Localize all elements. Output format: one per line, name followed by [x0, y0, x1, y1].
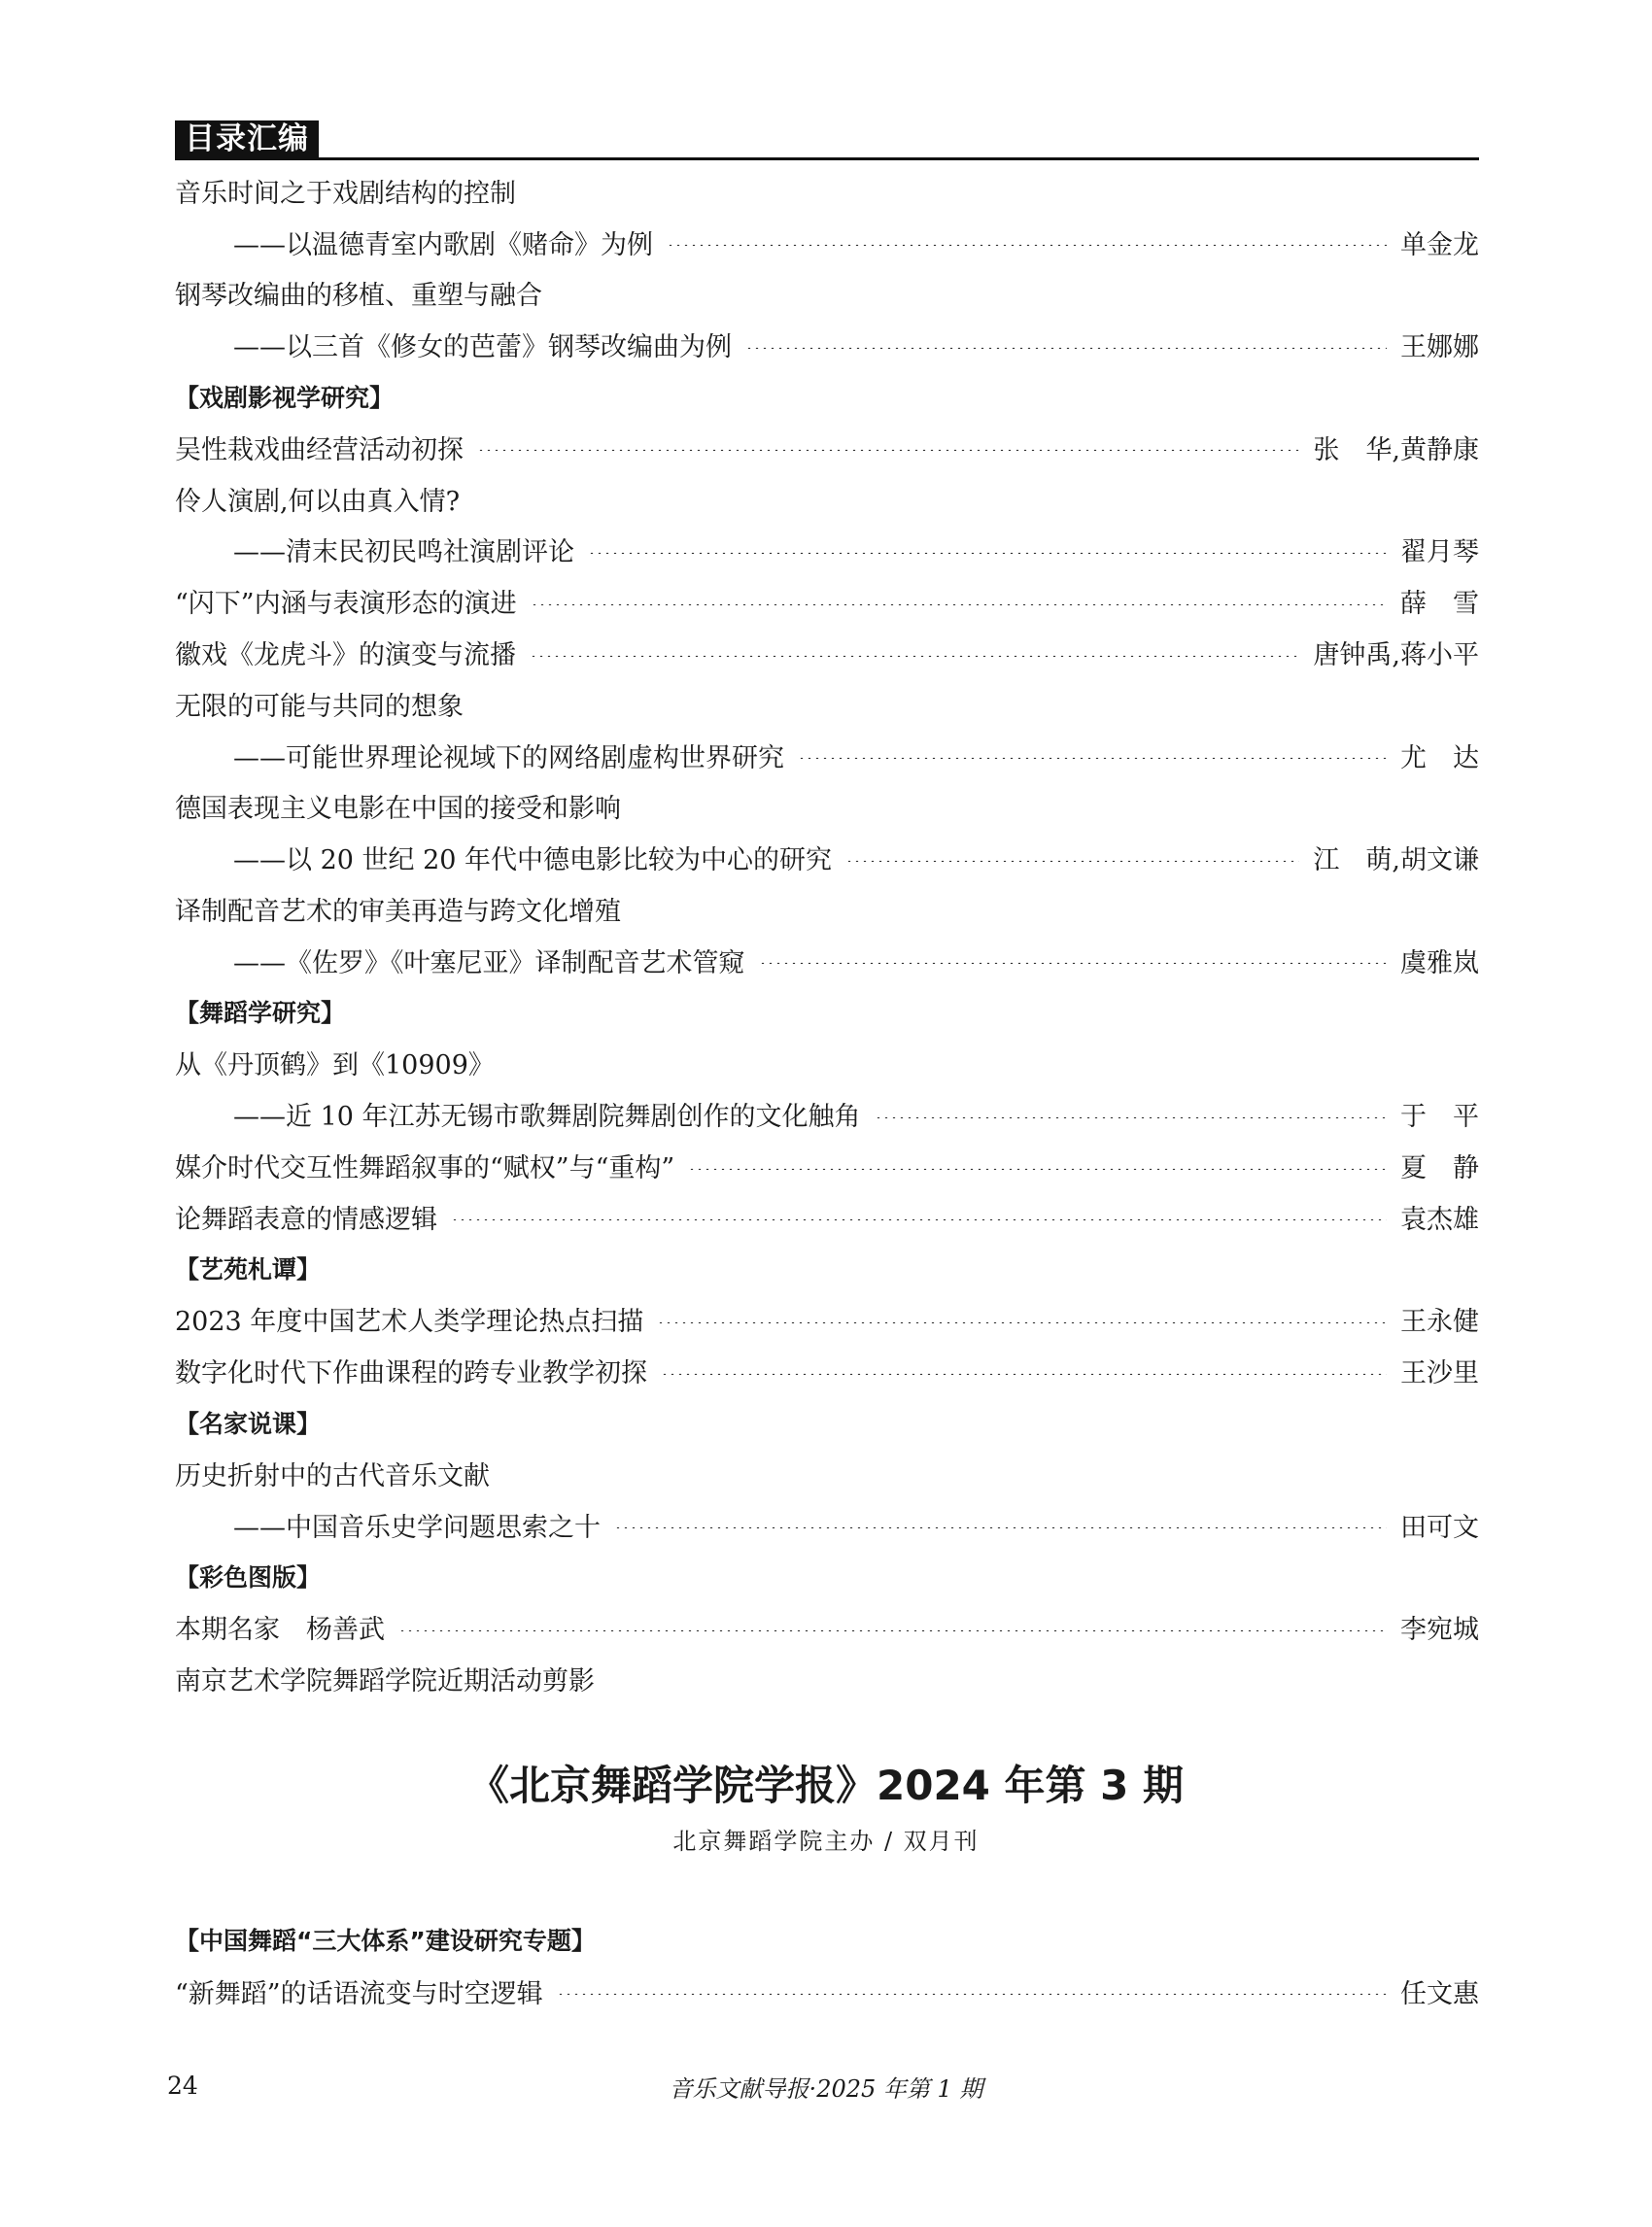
toc-row [175, 627, 1479, 678]
toc-row [175, 1088, 1479, 1140]
article-author: 李宛城 [1400, 1615, 1479, 1646]
article-title: 历史折射中的古代音乐文献 [175, 1460, 490, 1491]
article-title: 吴性栽戏曲经营活动初探 [175, 434, 464, 465]
toc-row [175, 473, 1479, 525]
section-title: 【中国舞蹈“三大体系”建设研究专题】 [175, 1927, 596, 1956]
toc-section-heading [175, 1551, 1479, 1602]
toc-section-heading [175, 370, 1479, 422]
article-title: 德国表现主义电影在中国的接受和影响 [175, 794, 621, 825]
toc-section-heading [175, 1396, 1479, 1448]
toc-row [175, 1038, 1479, 1089]
section-title: 【舞蹈学研究】 [175, 999, 346, 1028]
dot-leader [530, 655, 1299, 657]
dot-leader [477, 449, 1299, 451]
page-number: 24 [167, 2072, 198, 2100]
section-header [175, 120, 1479, 159]
article-title: “闪下”内涵与表演形态的演进 [175, 589, 517, 620]
article-title: ——以三首《修女的芭蕾》钢琴改编曲为例 [233, 332, 732, 363]
article-title: 无限的可能与共同的想象 [175, 691, 464, 722]
toc-row [175, 268, 1479, 320]
article-title: 钢琴改编曲的移植、重塑与融合 [175, 281, 542, 312]
dot-leader [759, 962, 1388, 964]
toc-row [175, 575, 1479, 627]
article-author: 江 萌,胡文谦 [1313, 845, 1479, 876]
toc-section-heading [175, 1914, 1479, 1966]
article-title: 本期名家 杨善武 [175, 1615, 385, 1646]
dot-leader [557, 1993, 1387, 1995]
toc-row [175, 217, 1479, 268]
dot-leader [614, 1526, 1387, 1528]
article-title: ——清末民初民鸣社演剧评论 [233, 537, 574, 568]
header-rule [175, 157, 1479, 160]
dot-leader [875, 1116, 1387, 1118]
toc-row [175, 1448, 1479, 1499]
article-title: 从《丹顶鹤》到《10909》 [175, 1050, 495, 1081]
article-author: 唐钟禹,蒋小平 [1313, 640, 1479, 671]
section-title: 【戏剧影视学研究】 [175, 383, 395, 412]
dot-leader [657, 1321, 1387, 1323]
dot-leader [667, 244, 1387, 246]
article-title: ——以 20 世纪 20 年代中德电影比较为中心的研究 [233, 845, 833, 876]
dot-leader [845, 860, 1299, 862]
article-title: ——《佐罗》《叶塞尼亚》译制配音艺术管窥 [233, 947, 745, 978]
article-title: 徽戏《龙虎斗》的演变与流播 [175, 640, 516, 671]
article-author: 虞雅岚 [1400, 947, 1479, 978]
dot-leader [745, 347, 1387, 349]
dot-leader [661, 1373, 1387, 1375]
toc-row [175, 1601, 1479, 1653]
dot-leader [531, 603, 1387, 605]
article-author: 于 平 [1400, 1102, 1479, 1133]
article-author: 王沙里 [1400, 1358, 1479, 1389]
article-author: 张 华,黄静康 [1313, 434, 1479, 465]
section-title: 【名家说课】 [175, 1409, 322, 1438]
journal-subtitle: 北京舞蹈学院主办 / 双月刊 [672, 1828, 980, 1855]
toc-row [175, 730, 1479, 781]
article-title: ——以温德青室内歌剧《赌命》为例 [233, 229, 653, 260]
article-title: “新舞蹈”的话语流变与时空逻辑 [175, 1978, 543, 2009]
table-of-contents-2 [175, 1914, 1479, 2017]
toc-row [175, 1191, 1479, 1243]
toc-row [175, 832, 1479, 883]
article-author: 翟月琴 [1400, 537, 1479, 568]
article-author: 尤 达 [1400, 742, 1479, 773]
toc-row [175, 935, 1479, 986]
article-author: 任文惠 [1400, 1978, 1479, 2009]
section-header-badge: 目录汇编 [175, 120, 319, 157]
article-title: 音乐时间之于戏剧结构的控制 [175, 178, 516, 209]
section-title: 【彩色图版】 [175, 1562, 322, 1592]
article-title: ——近 10 年江苏无锡市歌舞剧院舞剧创作的文化触角 [233, 1102, 861, 1133]
toc-row [175, 781, 1479, 833]
article-title: 论舞蹈表意的情感逻辑 [175, 1204, 437, 1235]
article-author: 夏 静 [1400, 1153, 1479, 1184]
toc-row [175, 1653, 1479, 1704]
article-title: 数字化时代下作曲课程的跨专业教学初探 [175, 1358, 647, 1389]
journal-title: 《北京舞蹈学院学报》2024 年第 3 期 [468, 1762, 1184, 1809]
toc-row [175, 319, 1479, 370]
toc-row [175, 525, 1479, 576]
toc-row [175, 1499, 1479, 1551]
article-title: ——可能世界理论视域下的网络剧虚构世界研究 [233, 742, 784, 773]
article-title: 媒介时代交互性舞蹈叙事的“赋权”与“重构” [175, 1153, 675, 1184]
toc-section-heading [175, 1243, 1479, 1294]
toc-row [175, 1294, 1479, 1346]
section-title: 【艺苑札谭】 [175, 1255, 322, 1285]
article-author: 袁杰雄 [1400, 1204, 1479, 1235]
table-of-contents [175, 165, 1479, 1704]
article-author: 王娜娜 [1400, 332, 1479, 363]
toc-row [175, 1140, 1479, 1191]
running-footer: 音乐文献导报·2025 年第 1 期 [669, 2075, 983, 2103]
article-author: 单金龙 [1400, 229, 1479, 260]
toc-row [175, 165, 1479, 217]
toc-section-heading [175, 986, 1479, 1038]
article-author: 王永健 [1400, 1307, 1479, 1338]
article-title: 2023 年度中国艺术人类学理论热点扫描 [175, 1307, 644, 1338]
dot-leader [588, 552, 1387, 554]
article-title: 伶人演剧,何以由真入情? [175, 486, 461, 517]
article-author: 田可文 [1400, 1512, 1479, 1543]
toc-row [175, 1345, 1479, 1396]
article-title: 南京艺术学院舞蹈学院近期活动剪影 [175, 1666, 595, 1696]
dot-leader [688, 1168, 1387, 1170]
toc-row [175, 678, 1479, 730]
dot-leader [398, 1629, 1387, 1631]
toc-row [175, 1966, 1479, 2017]
toc-row [175, 422, 1479, 473]
dot-leader [798, 757, 1387, 759]
toc-row [175, 883, 1479, 935]
article-author: 薛 雪 [1400, 589, 1479, 620]
article-title: 译制配音艺术的审美再造与跨文化增殖 [175, 897, 621, 928]
article-title: ——中国音乐史学问题思索之十 [233, 1512, 601, 1543]
dot-leader [451, 1218, 1387, 1220]
